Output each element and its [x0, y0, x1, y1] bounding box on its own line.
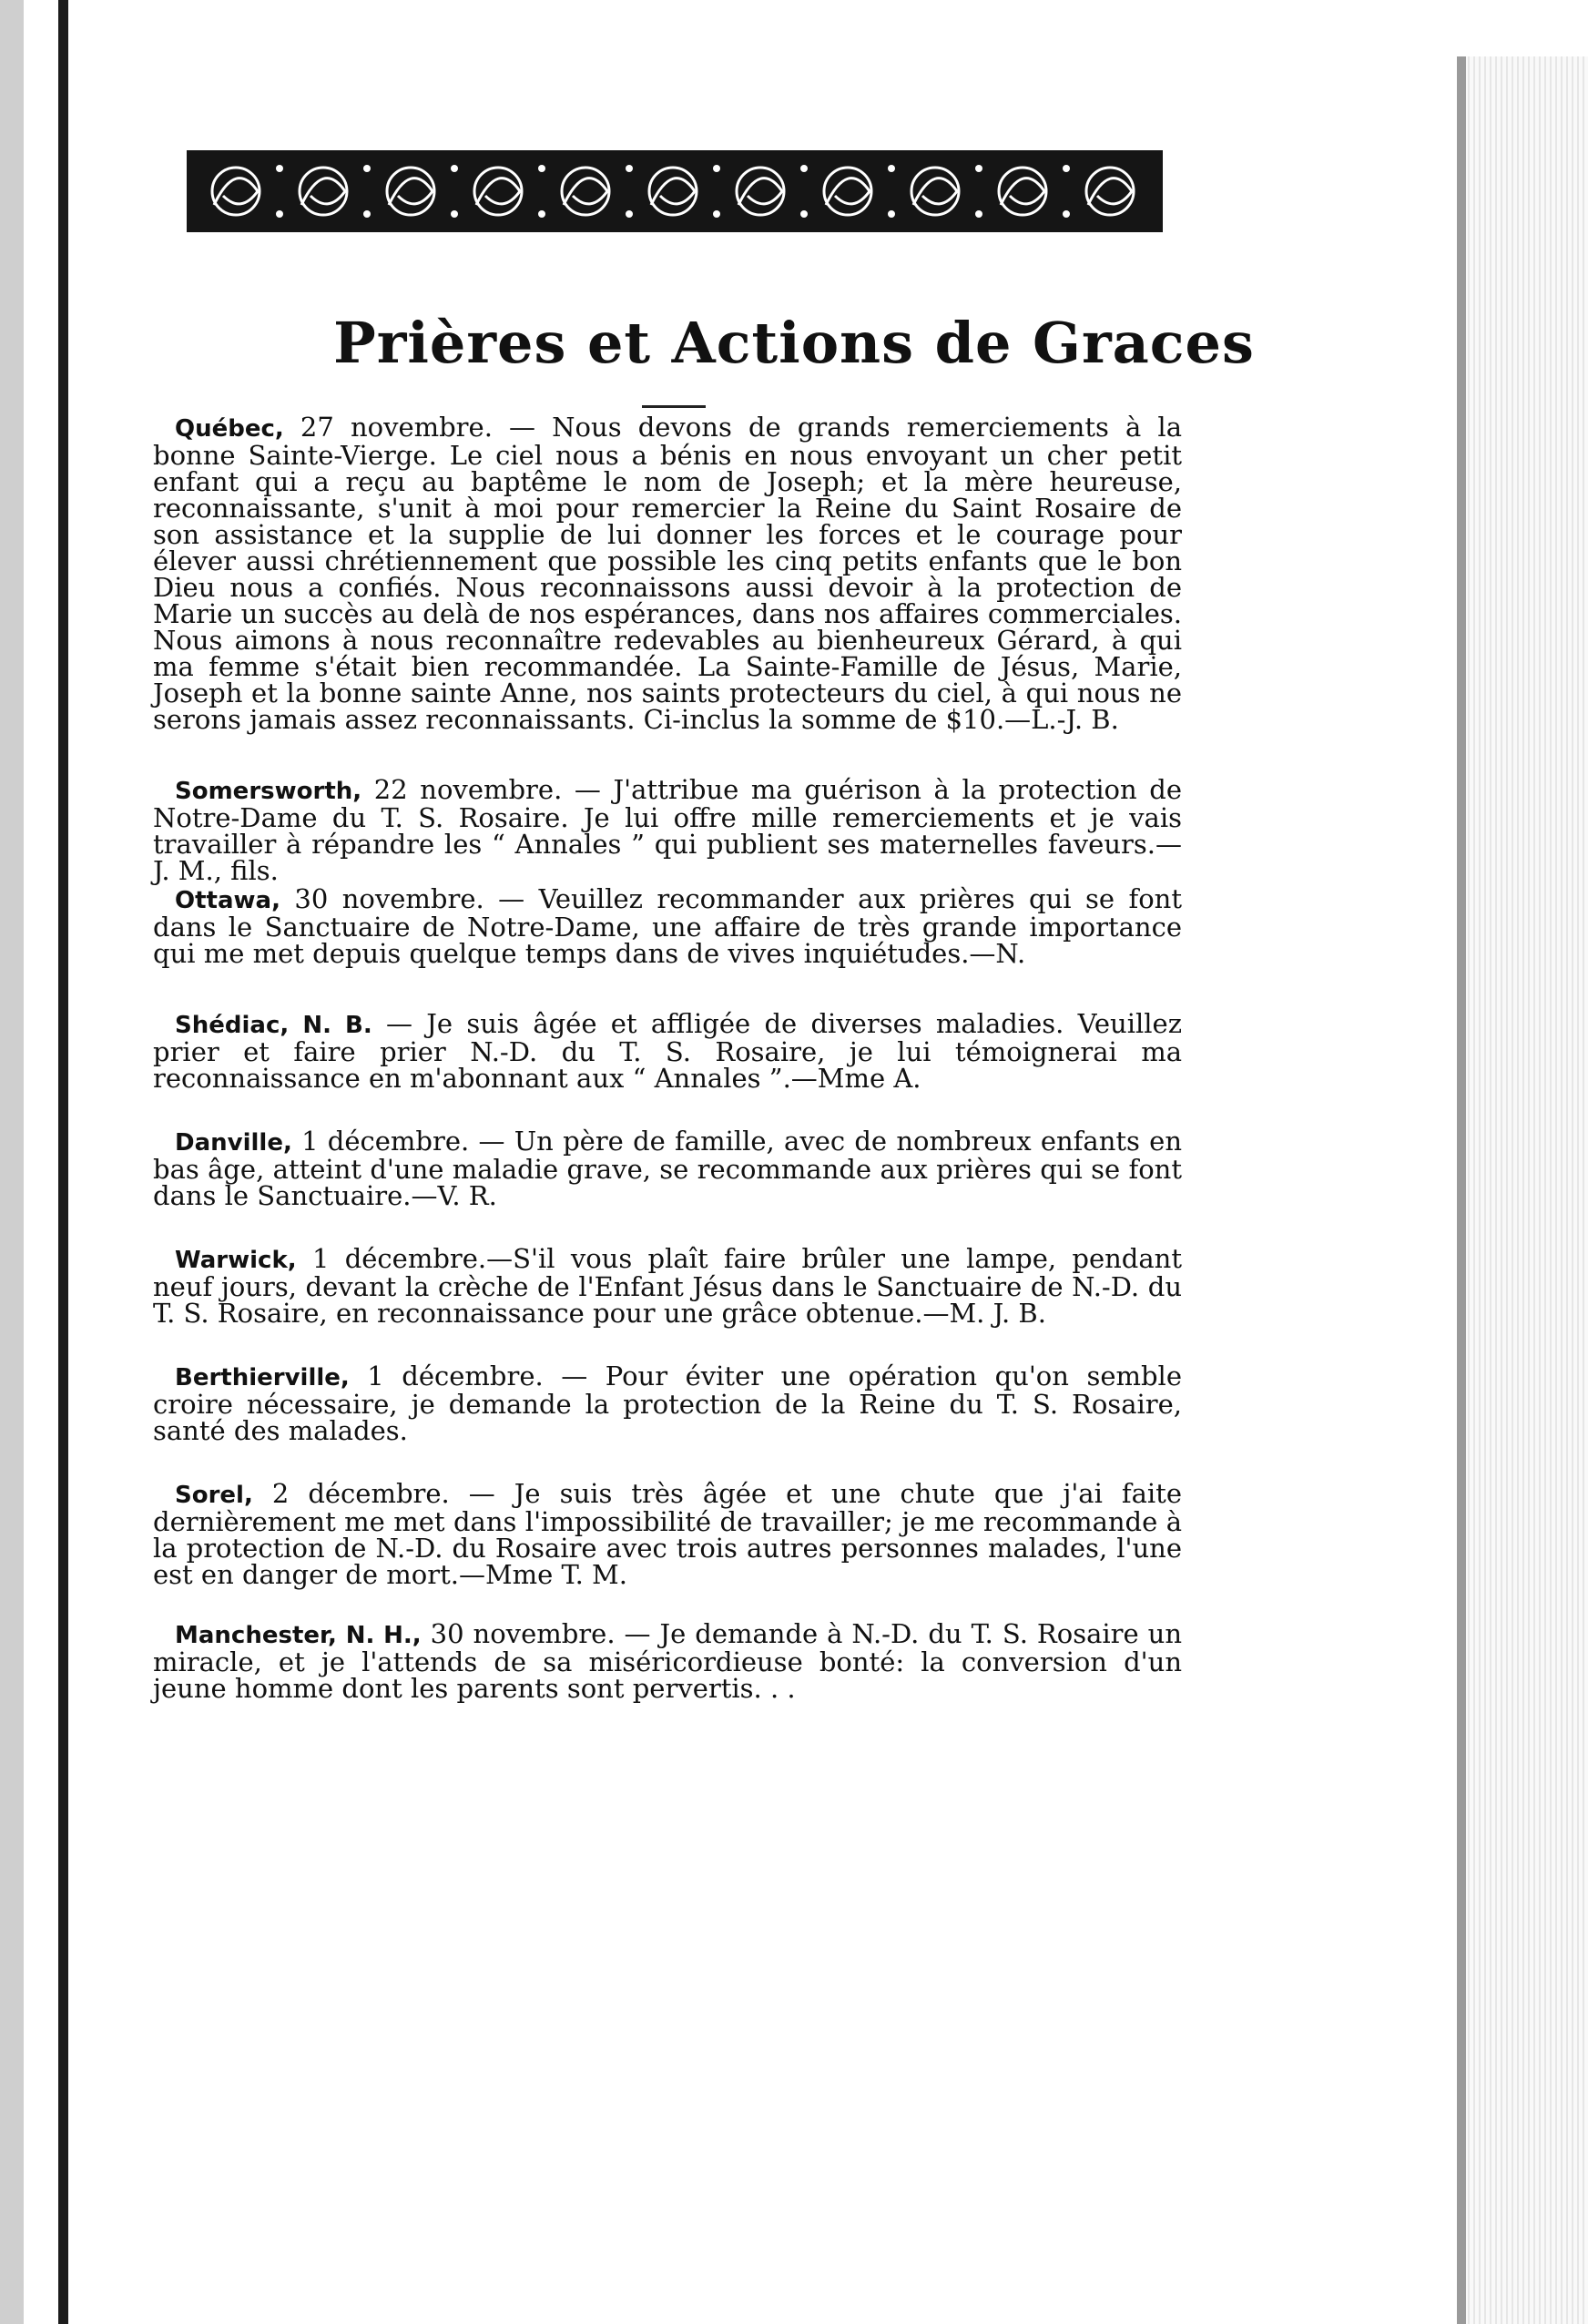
- book-page-edges: [1457, 56, 1588, 2324]
- decorative-header-band: [187, 150, 1163, 232]
- entry-text: 22 novembre. — J'attribue ma guérison à la protection de Notre-Dame du T. S. Rosaire. Je lui offre mille remerciements et je vais travailler à répandre les “ Annales ” qui publient ses maternelles faveurs.—J. M., fils.: [153, 774, 1182, 886]
- entry-place: Manchester, N. H.,: [175, 1622, 422, 1649]
- entry-place: Ottawa,: [175, 887, 280, 914]
- page-edge-shadow: [1457, 56, 1466, 2324]
- entry: [153, 1008, 1182, 1094]
- entry-text: 1 décembre. — Un père de famille, avec de nombreux enfants en bas âge, atteint d'une maladie grave, se recommande aux prières qui se font dans le Sanctuaire.—V. R.: [153, 1126, 1182, 1211]
- page-title: Prières et Actions de Graces: [333, 310, 1255, 376]
- entry: [153, 1363, 1182, 1444]
- entry-text: 30 novembre. — Veuillez recommander aux prières qui se font dans le Sanctuaire de Notre-Dame, une affaire de très grande importance qui me met depuis quelque temps dans de vives inquiétudes.—N.: [153, 883, 1182, 969]
- entry-text: 1 décembre.—S'il vous plaît faire brûler une lampe, pendant neuf jours, devant la crèche de l'Enfant Jésus dans le Sanctuaire de N.-D. du T. S. Rosaire, en reconnaissance pour une grâce obtenue.—M. J. B.: [153, 1243, 1182, 1329]
- entry-place: Berthierville,: [175, 1364, 350, 1391]
- entry-place: Québec,: [175, 415, 284, 443]
- entry-text: 27 novembre. — Nous devons de grands remerciements à la bonne Sainte-Vierge. Le ciel nous a bénis en nous envoyant un cher petit enfant qui a reçu au baptême le nom de Joseph; et la mère heureuse, reconnaissante, s'unit à moi pour remercier la Reine du Saint Rosaire de son assistance et la supplie de lui donner les forces et le courage pour élever aussi chrétiennement que possible les cinq petits enfants que le bon Dieu nous a confiés. Nous reconnaissons aussi devoir à la protection de Marie un succès au delà de nos espérances, dans nos affaires commerciales. Nous aimons à nous reconnaître redevables au bienheureux Gérard, à qui ma femme s'était bien recommandée. La Sainte-Famille de Jésus, Marie, Joseph et la bonne sainte Anne, nos saints protecteurs du ciel, à qui nous ne serons jamais assez reconnaissants. Ci-inclus la somme de $10.—L.-J. B.: [153, 412, 1182, 735]
- entry: [153, 1618, 1182, 1704]
- entry-place: Danville,: [175, 1129, 292, 1157]
- entry: [153, 414, 1182, 733]
- entry: [153, 883, 1182, 969]
- entries-list: [153, 414, 1182, 1702]
- entry-place: Shédiac, N. B.: [175, 1012, 372, 1039]
- entry-text: — Je suis âgée et affligée de diverses maladies. Veuillez prier et faire prier N.-D. du T. S. Rosaire, je lui témoignerai ma reconnaissance en m'abonnant aux “ Annales ”.—Mme A.: [153, 1008, 1182, 1094]
- entry-place: Warwick,: [175, 1247, 297, 1274]
- entry: [153, 774, 1182, 886]
- entry: [153, 1128, 1182, 1209]
- entry: [153, 1478, 1182, 1590]
- scroll-ornament-icon: [187, 150, 1163, 232]
- entry-place: Somersworth,: [175, 778, 362, 805]
- entry-text: 30 novembre. — Je demande à N.-D. du T. S. Rosaire un miracle, et je l'attends de sa miséricordieuse bonté: la conversion d'un jeune homme dont les parents sont pervertis. . .: [153, 1618, 1182, 1704]
- entry: [153, 1243, 1182, 1329]
- entry-place: Sorel,: [175, 1482, 253, 1509]
- title-divider: [642, 405, 706, 408]
- entry-text: 1 décembre. — Pour éviter une opération qu'on semble croire nécessaire, je demande la protection de la Reine du T. S. Rosaire, santé des malades.: [153, 1361, 1182, 1446]
- entry-text: 2 décembre. — Je suis très âgée et une chute que j'ai faite dernièrement me met dans l'impossibilité de travailler; je me recommande à la protection de N.-D. du Rosaire avec trois autres personnes malades, l'une est en danger de mort.—Mme T. M.: [153, 1478, 1182, 1590]
